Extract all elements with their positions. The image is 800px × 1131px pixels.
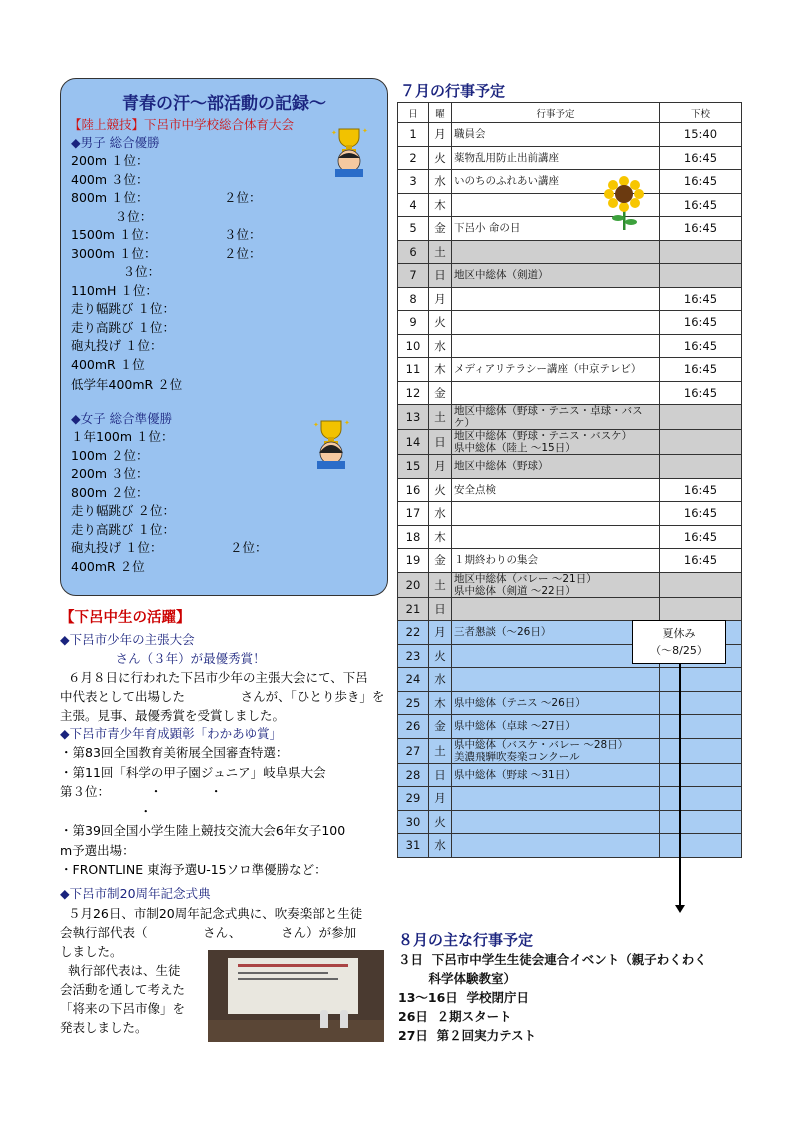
col-weekday: 曜 [429, 103, 452, 123]
schedule-row [398, 146, 742, 170]
event-cell [452, 240, 660, 264]
event-cell: 下呂小 命の日 [452, 217, 660, 241]
boys-result-line: 200m １位： [71, 153, 149, 168]
day-cell: 28 [398, 763, 429, 787]
schedule-row [398, 455, 742, 479]
day-cell: 8 [398, 287, 429, 311]
weekday-cell: 土 [429, 240, 452, 264]
day-cell: 6 [398, 240, 429, 264]
schedule-row [398, 763, 742, 787]
day-cell: 27 [398, 738, 429, 763]
dismissal-cell: 16:45 [660, 381, 742, 405]
dismissal-cell [660, 834, 742, 858]
weekday-cell: 日 [429, 430, 452, 455]
day-cell: 23 [398, 644, 429, 668]
girls-result-line: １年100m １位： [71, 429, 174, 444]
event-cell: 地区中総体（野球・テニス・卓球・バスケ） [452, 405, 660, 430]
weekday-cell: 木 [429, 358, 452, 382]
schedule-row [398, 264, 742, 288]
boys-result-line: 1500m １位： ３位： [71, 227, 262, 242]
day-cell: 14 [398, 430, 429, 455]
dismissal-cell: 16:45 [660, 334, 742, 358]
day-cell: 19 [398, 549, 429, 573]
day-cell: 7 [398, 264, 429, 288]
wakaayu-body-line: ・第39回全国小学生陸上競技交流大会6年女子100 [60, 823, 346, 838]
august-event-line: 26日 ２期スタート [398, 1009, 512, 1024]
boys-result-line: 砲丸投げ １位： [71, 338, 163, 353]
event-cell [452, 334, 660, 358]
weekday-cell: 火 [429, 146, 452, 170]
sunflower-icon [604, 176, 644, 230]
club-record-subtitle: 【陸上競技】下呂市中学校総合体育大会 [69, 117, 295, 132]
girls-result-line: 400mR ２位 [71, 558, 145, 574]
anniversary-heading: ◆下呂市制20周年記念式典 [60, 886, 211, 901]
event-cell: 県中総体（バスケ・バレー ～28日） 美濃飛騨吹奏楽コンクール [452, 738, 660, 763]
weekday-cell: 木 [429, 193, 452, 217]
dismissal-cell [660, 430, 742, 455]
weekday-cell: 日 [429, 264, 452, 288]
day-cell: 9 [398, 311, 429, 335]
event-cell [452, 644, 660, 668]
july-table-header [398, 103, 742, 123]
speech-body-line: 主張。見事、最優秀賞を受賞しました。 [60, 708, 286, 723]
dismissal-cell [660, 572, 742, 597]
august-event-line: 科学体験教室） [398, 971, 516, 986]
weekday-cell: 火 [429, 810, 452, 834]
dismissal-cell: 16:45 [660, 217, 742, 241]
weekday-cell: 月 [429, 455, 452, 479]
weekday-cell: 月 [429, 287, 452, 311]
day-cell: 20 [398, 572, 429, 597]
schedule-row [398, 123, 742, 147]
activity-title: 【下呂中生の活躍】 [60, 610, 191, 626]
day-cell: 31 [398, 834, 429, 858]
weekday-cell: 木 [429, 525, 452, 549]
dismissal-cell [660, 668, 742, 692]
event-cell [452, 502, 660, 526]
event-cell: 三者懇談（～26日） [452, 621, 660, 645]
wakaayu-body-line: 第３位： ・ ・ [60, 784, 223, 799]
weekday-cell: 金 [429, 217, 452, 241]
svg-text:✦: ✦ [331, 129, 337, 137]
boys-result-line: 800m １位： ２位： [71, 190, 262, 205]
event-cell: 職員会 [452, 123, 660, 147]
schedule-row [398, 478, 742, 502]
event-cell: 薬物乱用防止出前講座 [452, 146, 660, 170]
vacation-range: （～8/25） [650, 644, 708, 657]
day-cell: 25 [398, 691, 429, 715]
col-dismissal: 下校 [660, 103, 742, 123]
schedule-row [398, 834, 742, 858]
schedule-row [398, 405, 742, 430]
schedule-row [398, 525, 742, 549]
girls-result-line: 200m ３位： [71, 466, 149, 481]
club-record-box [60, 78, 388, 596]
schedule-row [398, 311, 742, 335]
speech-body-line: 中代表として出場した さんが、「ひとり歩き」を [60, 689, 385, 704]
wakaayu-body-line: m予選出場： [60, 842, 135, 858]
svg-text:✦: ✦ [313, 421, 319, 429]
weekday-cell: 土 [429, 572, 452, 597]
weekday-cell: 月 [429, 123, 452, 147]
trophy-girl-icon [309, 417, 353, 469]
boys-result-line: 400m ３位： [71, 171, 149, 187]
weekday-cell: 火 [429, 644, 452, 668]
vacation-arrow-line [679, 664, 681, 907]
schedule-row [398, 170, 742, 194]
speech-award: さん（３年）が最優秀賞！ [60, 651, 266, 666]
dismissal-cell: 16:45 [660, 478, 742, 502]
schedule-row [398, 193, 742, 217]
weekday-cell: 月 [429, 787, 452, 811]
anniversary-body-line: 会活動を通して考えた [60, 982, 186, 997]
day-cell: 17 [398, 502, 429, 526]
dismissal-cell [660, 810, 742, 834]
weekday-cell: 木 [429, 691, 452, 715]
schedule-row [398, 668, 742, 692]
col-day: 日 [398, 103, 429, 123]
schedule-row [398, 597, 742, 621]
dismissal-cell [660, 738, 742, 763]
schedule-row [398, 430, 742, 455]
event-cell: いのちのふれあい講座 [452, 170, 660, 194]
day-cell: 16 [398, 478, 429, 502]
schedule-row [398, 287, 742, 311]
dismissal-cell: 16:45 [660, 170, 742, 194]
schedule-row [398, 715, 742, 739]
event-cell: 地区中総体（剣道） [452, 264, 660, 288]
dismissal-cell: 16:45 [660, 525, 742, 549]
dismissal-cell [660, 264, 742, 288]
boys-lowgrade: 低学年400mR ２位 [71, 377, 183, 392]
club-record-title: 青春の汗～部活動の記録～ [122, 94, 326, 114]
day-cell: 1 [398, 123, 429, 147]
anniversary-body-line: ５月26日、市制20周年記念式典に、吹奏楽部と生徒 [60, 906, 363, 921]
schedule-row [398, 334, 742, 358]
weekday-cell: 水 [429, 334, 452, 358]
event-cell: 県中総体（卓球 ～27日） [452, 715, 660, 739]
boys-result-line: 走り幅跳び １位： [71, 301, 175, 316]
dismissal-cell: 16:45 [660, 358, 742, 382]
speech-heading: ◆下呂市少年の主張大会 [60, 632, 195, 647]
schedule-row [398, 502, 742, 526]
dismissal-cell: 16:45 [660, 146, 742, 170]
july-title: ７月の行事予定 [400, 82, 506, 100]
schedule-row [398, 358, 742, 382]
trophy-boy-icon [327, 125, 371, 177]
girls-result-line: 走り幅跳び ２位： [71, 503, 175, 518]
schedule-row [398, 738, 742, 763]
weekday-cell: 水 [429, 668, 452, 692]
event-cell [452, 787, 660, 811]
event-cell: 地区中総体（野球） [452, 455, 660, 479]
weekday-cell: 土 [429, 405, 452, 430]
anniversary-body-line: しました。 [60, 944, 123, 959]
vacation-title: 夏休み [662, 627, 696, 640]
event-cell [452, 287, 660, 311]
august-title: ８月の主な行事予定 [398, 931, 534, 949]
weekday-cell: 水 [429, 502, 452, 526]
day-cell: 5 [398, 217, 429, 241]
boys-result-line: ３位： [71, 208, 153, 224]
svg-text:✦: ✦ [362, 127, 368, 135]
weekday-cell: 金 [429, 715, 452, 739]
august-event-line: 27日 第２回実力テスト [398, 1028, 537, 1043]
schedule-row [398, 572, 742, 597]
event-cell: １期終わりの集会 [452, 549, 660, 573]
boys-result-line: 3000m １位： ２位： [71, 245, 262, 261]
schedule-row [398, 787, 742, 811]
weekday-cell: 金 [429, 381, 452, 405]
girls-result-line: 砲丸投げ １位： ２位： [71, 540, 268, 555]
event-cell [452, 834, 660, 858]
day-cell: 12 [398, 381, 429, 405]
event-cell: 安全点検 [452, 478, 660, 502]
boys-heading: ◆男子 総合優勝 [71, 135, 160, 150]
day-cell: 11 [398, 358, 429, 382]
weekday-cell: 金 [429, 549, 452, 573]
schedule-row [398, 240, 742, 264]
speech-body-line: ６月８日に行われた下呂市少年の主張大会にて、下呂 [60, 670, 368, 685]
weekday-cell: 日 [429, 597, 452, 621]
dismissal-cell: 16:45 [660, 287, 742, 311]
event-cell: 地区中総体（野球・テニス・バスケ） 県中総体（陸上 ～15日） [452, 430, 660, 455]
wakaayu-body-line: ・ [60, 803, 152, 819]
girls-result-line: 100m ２位： [71, 447, 149, 463]
schedule-row [398, 217, 742, 241]
day-cell: 29 [398, 787, 429, 811]
event-cell [452, 381, 660, 405]
svg-text:✦: ✦ [344, 419, 350, 427]
weekday-cell: 水 [429, 170, 452, 194]
day-cell: 30 [398, 810, 429, 834]
girls-heading: ◆女子 総合準優勝 [71, 411, 173, 426]
dismissal-cell: 16:45 [660, 311, 742, 335]
day-cell: 15 [398, 455, 429, 479]
wakaayu-body-line: ・FRONTLINE 東海予選U-15ソロ準優勝など： [60, 862, 327, 877]
event-cell: 県中総体（テニス ～26日） [452, 691, 660, 715]
event-cell [452, 311, 660, 335]
event-cell: 県中総体（野球 ～31日） [452, 763, 660, 787]
weekday-cell: 月 [429, 621, 452, 645]
dismissal-cell [660, 763, 742, 787]
day-cell: 10 [398, 334, 429, 358]
summer-vacation-label [632, 620, 726, 664]
dismissal-cell: 16:45 [660, 549, 742, 573]
event-cell [452, 668, 660, 692]
boys-result-line: 400mR １位 [71, 356, 145, 372]
dismissal-cell: 16:45 [660, 502, 742, 526]
boys-result-line: 走り高跳び １位： [71, 319, 175, 335]
girls-result-line: 800m ２位： [71, 484, 149, 500]
dismissal-cell [660, 240, 742, 264]
weekday-cell: 水 [429, 834, 452, 858]
day-cell: 24 [398, 668, 429, 692]
boys-result-line: ３位： [71, 264, 161, 279]
schedule-row [398, 691, 742, 715]
august-event-line: 13～16日 学校閉庁日 [398, 990, 529, 1005]
july-schedule-table [397, 102, 742, 858]
dismissal-cell: 16:45 [660, 193, 742, 217]
boys-result-line: 110mH １位： [71, 282, 158, 298]
event-cell [452, 810, 660, 834]
weekday-cell: 日 [429, 763, 452, 787]
event-cell [452, 525, 660, 549]
wakaayu-heading: ◆下呂市青少年育成顕彰「わかあゆ賞」 [60, 726, 283, 741]
col-event: 行事予定 [452, 103, 660, 123]
dismissal-cell [660, 405, 742, 430]
anniversary-body-line: 「将来の下呂市像」を [60, 1001, 186, 1016]
girls-result-line: 走り高跳び １位： [71, 521, 175, 537]
weekday-cell: 火 [429, 478, 452, 502]
anniversary-body-line: 会執行部代表（ さん、 さん）が参加 [60, 925, 357, 940]
day-cell: 4 [398, 193, 429, 217]
wakaayu-body-line: ・第11回「科学の甲子園ジュニア」岐阜県大会 [60, 764, 326, 780]
ceremony-photo [208, 950, 384, 1042]
dismissal-cell: 15:40 [660, 123, 742, 147]
schedule-row [398, 549, 742, 573]
schedule-row [398, 381, 742, 405]
day-cell: 2 [398, 146, 429, 170]
schedule-row [398, 810, 742, 834]
day-cell: 3 [398, 170, 429, 194]
dismissal-cell [660, 715, 742, 739]
dismissal-cell [660, 597, 742, 621]
anniversary-body-line: 発表しました。 [60, 1020, 148, 1035]
event-cell: 地区中総体（バレー ～21日） 県中総体（剣道 ～22日） [452, 572, 660, 597]
day-cell: 13 [398, 405, 429, 430]
august-event-line: ３日 下呂市中学生生徒会連合イベント（親子わくわく [398, 952, 707, 967]
event-cell [452, 597, 660, 621]
vacation-arrow-head [675, 905, 685, 913]
day-cell: 21 [398, 597, 429, 621]
dismissal-cell [660, 455, 742, 479]
weekday-cell: 土 [429, 738, 452, 763]
event-cell: メディアリテラシー講座（中京テレビ） [452, 358, 660, 382]
anniversary-body-line: 執行部代表は、生徒 [60, 963, 181, 978]
day-cell: 26 [398, 715, 429, 739]
day-cell: 18 [398, 525, 429, 549]
weekday-cell: 火 [429, 311, 452, 335]
wakaayu-body-line: ・第83回全国教育美術展全国審査特選： [60, 745, 289, 760]
dismissal-cell [660, 691, 742, 715]
day-cell: 22 [398, 621, 429, 645]
dismissal-cell [660, 787, 742, 811]
